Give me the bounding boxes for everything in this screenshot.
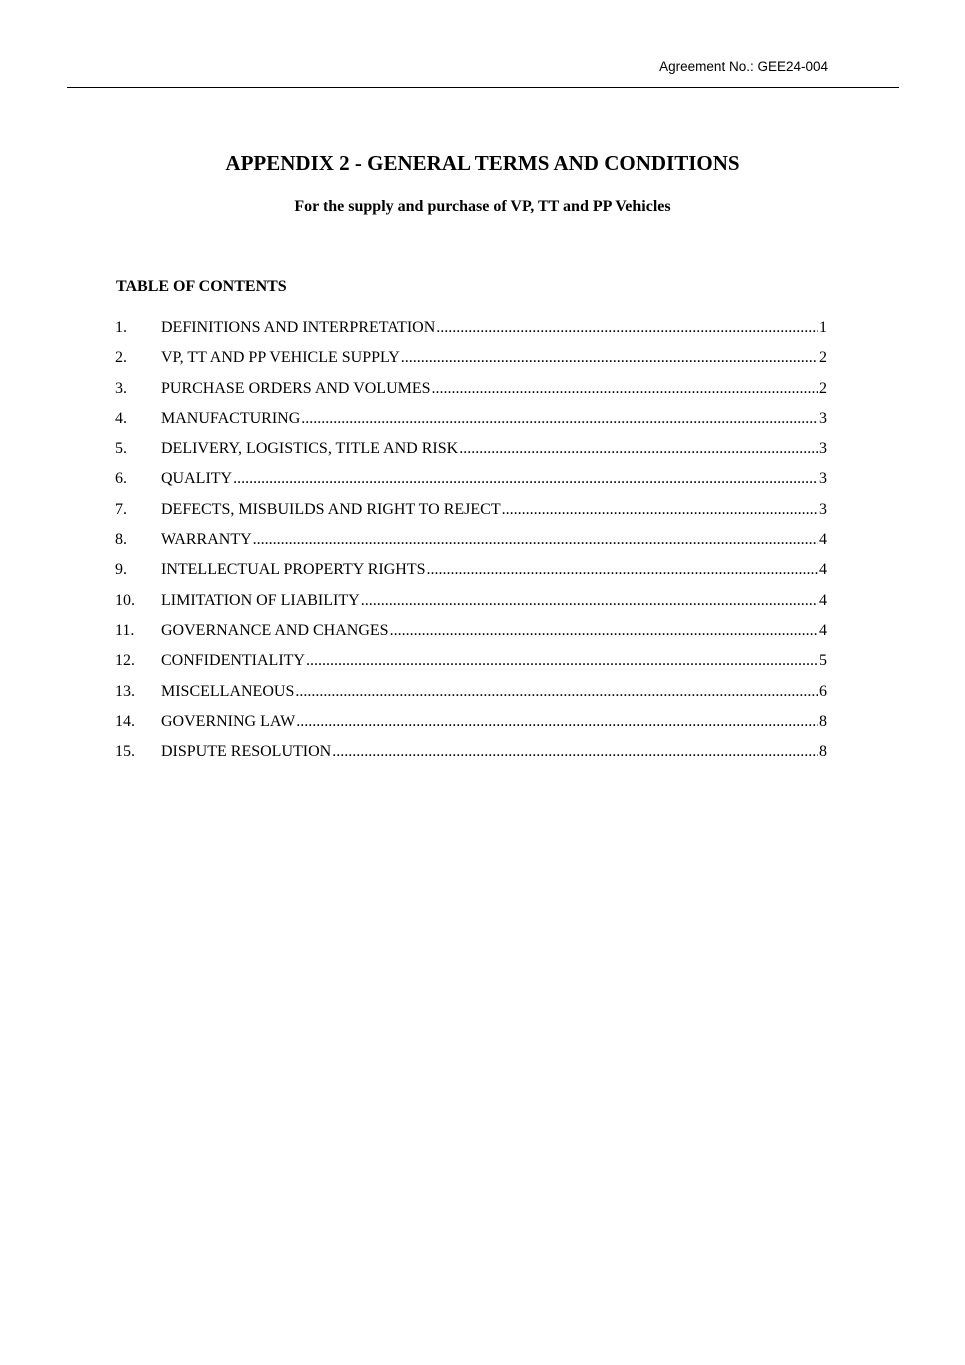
toc-entry-title: DEFECTS, MISBUILDS AND RIGHT TO REJECT [161, 500, 501, 518]
toc-entry-page: 3 [819, 470, 827, 488]
toc-entry-page: 2 [819, 379, 827, 397]
toc-entry-title: INTELLECTUAL PROPERTY RIGHTS [161, 561, 426, 579]
toc-entry-number: 13. [115, 682, 135, 700]
toc-dot-leader [306, 650, 818, 672]
toc-entry-page: 8 [819, 743, 827, 761]
toc-dot-leader [295, 681, 818, 703]
toc-entry-number: 1. [115, 319, 127, 336]
toc-entry-page: 1 [819, 319, 827, 336]
toc-entry-page: 2 [819, 349, 827, 367]
toc-entry-title: GOVERNING LAW [161, 712, 296, 730]
toc-entry[interactable] [115, 741, 827, 771]
toc-entry-page: 4 [819, 531, 827, 549]
toc-entry[interactable] [115, 499, 827, 529]
toc-entry-number: 6. [115, 470, 127, 488]
toc-entry[interactable] [115, 529, 827, 559]
toc-entry-title: MISCELLANEOUS [161, 682, 295, 700]
toc-entry[interactable] [115, 317, 827, 347]
toc-entry[interactable] [115, 650, 827, 680]
toc-entry-page: 3 [819, 409, 827, 427]
toc-entry-title: DELIVERY, LOGISTICS, TITLE AND RISK [161, 440, 459, 458]
toc-dot-leader [427, 559, 818, 581]
toc-entry[interactable] [115, 711, 827, 741]
toc-entry-page: 4 [819, 561, 827, 579]
toc-entry-page: 8 [819, 712, 827, 730]
toc-dot-leader [459, 438, 818, 460]
toc-dot-leader [502, 499, 818, 521]
toc-entry-title: MANUFACTURING [161, 409, 301, 427]
toc-entry-page: 3 [819, 440, 827, 458]
document-subtitle: For the supply and purchase of VP, TT and PP Vehicles [294, 198, 671, 215]
toc-entry[interactable] [115, 620, 827, 650]
toc-entry[interactable] [115, 347, 827, 377]
toc-dot-leader [233, 468, 818, 490]
toc-dot-leader [296, 711, 818, 733]
agreement-number: Agreement No.: GEE24-004 [659, 59, 828, 74]
toc-dot-leader [432, 378, 818, 400]
toc-entry-number: 2. [115, 349, 127, 367]
toc-entry-number: 9. [115, 561, 127, 579]
toc-entry[interactable] [115, 378, 827, 408]
toc-entry-page: 4 [819, 591, 827, 609]
toc-entry-page: 6 [819, 682, 827, 700]
toc-entry-number: 3. [115, 379, 127, 397]
toc-dot-leader [253, 529, 818, 551]
toc-entry-title: LIMITATION OF LIABILITY [161, 591, 360, 609]
toc-dot-leader [361, 590, 818, 612]
toc-heading: TABLE OF CONTENTS [116, 278, 287, 295]
toc-dot-leader [332, 741, 818, 763]
toc-entry-page: 5 [819, 652, 827, 670]
toc-entry-number: 8. [115, 531, 127, 549]
toc-dot-leader [301, 408, 818, 430]
toc-entry[interactable] [115, 590, 827, 620]
toc-dot-leader [390, 620, 818, 642]
toc-entry-title: DISPUTE RESOLUTION [161, 743, 332, 761]
header-divider [67, 87, 899, 88]
table-of-contents [115, 317, 827, 771]
toc-entry-number: 15. [115, 743, 135, 761]
toc-entry-page: 4 [819, 621, 827, 639]
toc-entry-number: 5. [115, 440, 127, 458]
toc-entry-title: PURCHASE ORDERS AND VOLUMES [161, 379, 431, 397]
toc-entry-number: 11. [115, 621, 135, 639]
toc-dot-leader [401, 347, 818, 369]
toc-entry-page: 3 [819, 500, 827, 518]
toc-entry[interactable] [115, 559, 827, 589]
toc-entry-title: GOVERNANCE AND CHANGES [161, 621, 389, 639]
toc-entry-title: DEFINITIONS AND INTERPRETATION [161, 319, 436, 336]
toc-entry-title: QUALITY [161, 470, 233, 488]
toc-entry-title: CONFIDENTIALITY [161, 652, 305, 670]
document-title: APPENDIX 2 - GENERAL TERMS AND CONDITIONS [225, 151, 740, 175]
toc-entry[interactable] [115, 438, 827, 468]
toc-entry[interactable] [115, 468, 827, 498]
toc-dot-leader [436, 317, 818, 339]
toc-entry-title: VP, TT AND PP VEHICLE SUPPLY [161, 349, 400, 367]
toc-entry-number: 4. [115, 409, 127, 427]
toc-entry[interactable] [115, 408, 827, 438]
toc-entry-number: 12. [115, 652, 135, 670]
toc-entry[interactable] [115, 681, 827, 711]
toc-entry-number: 7. [115, 500, 127, 518]
toc-entry-number: 10. [115, 591, 135, 609]
toc-entry-number: 14. [115, 712, 135, 730]
toc-entry-title: WARRANTY [161, 531, 252, 549]
